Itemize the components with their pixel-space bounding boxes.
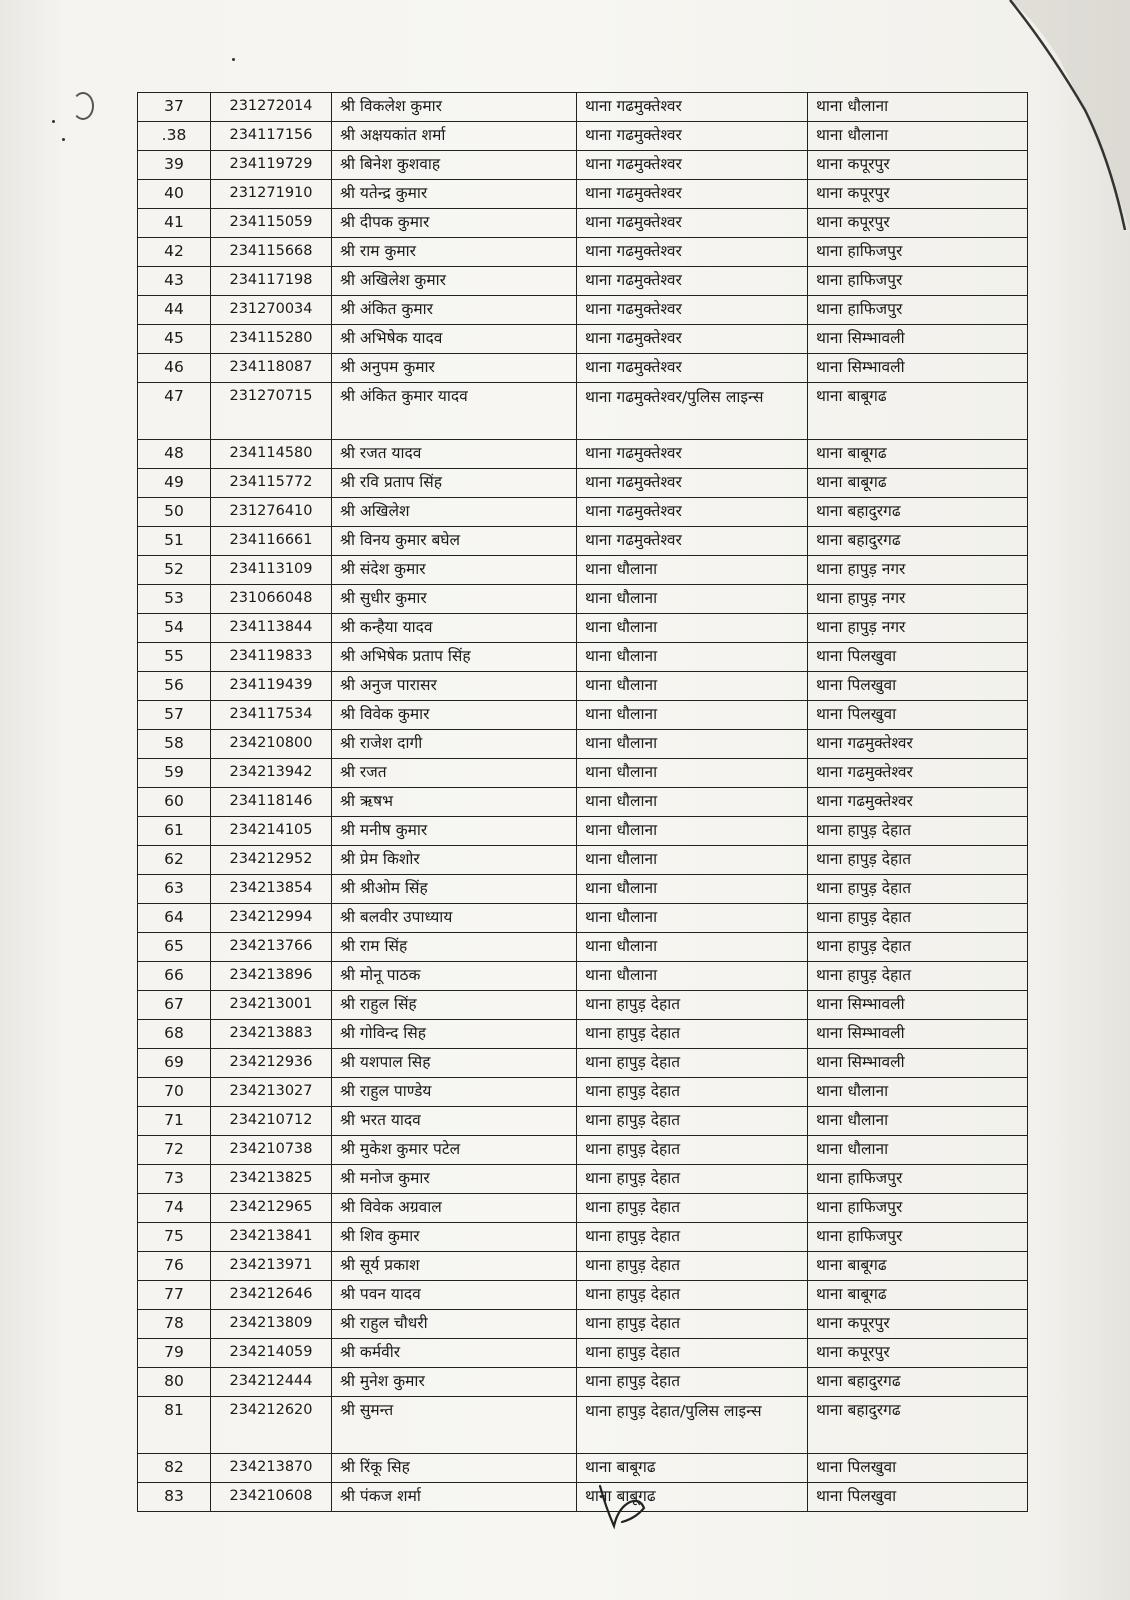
employee-name-cell: श्री अभिषेक यादव [332, 325, 577, 354]
serial-number-cell: 43 [138, 267, 211, 296]
table-row [138, 325, 1028, 354]
table-row [138, 1223, 1028, 1252]
new-posting-cell: थाना सिम्भावली [808, 325, 1028, 354]
current-posting-cell: थाना गढमुक्तेश्वर [577, 354, 808, 383]
serial-number-cell: 75 [138, 1223, 211, 1252]
table-row [138, 1078, 1028, 1107]
new-posting-cell: थाना गढमुक्तेश्वर [808, 730, 1028, 759]
pno-cell: 234210738 [211, 1136, 332, 1165]
new-posting-cell: थाना हापुड़ नगर [808, 614, 1028, 643]
table-row [138, 1397, 1028, 1454]
employee-name-cell: श्री राहुल पाण्डेय [332, 1078, 577, 1107]
current-posting-cell: थाना गढमुक्तेश्वर [577, 440, 808, 469]
employee-name-cell: श्री मुनेश कुमार [332, 1368, 577, 1397]
current-posting-cell: थाना हापुड़ देहात [577, 1107, 808, 1136]
pno-cell: 234212444 [211, 1368, 332, 1397]
pno-cell: 234117156 [211, 122, 332, 151]
employee-name-cell: श्री रवि प्रताप सिंह [332, 469, 577, 498]
new-posting-cell: थाना बहादुरगढ [808, 498, 1028, 527]
serial-number-cell: 82 [138, 1454, 211, 1483]
new-posting-cell: थाना कपूरपुर [808, 151, 1028, 180]
current-posting-cell: थाना हापुड़ देहात [577, 1194, 808, 1223]
current-posting-cell: थाना हापुड़ देहात [577, 1252, 808, 1281]
current-posting-cell: थाना गढमुक्तेश्वर [577, 469, 808, 498]
employee-name-cell: श्री ऋषभ [332, 788, 577, 817]
employee-name-cell: श्री मुकेश कुमार पटेल [332, 1136, 577, 1165]
table-row [138, 991, 1028, 1020]
pno-cell: 231270715 [211, 383, 332, 440]
table-row [138, 1136, 1028, 1165]
current-posting-cell: थाना धौलाना [577, 556, 808, 585]
speck [62, 138, 65, 141]
current-posting-cell: थाना हापुड़ देहात [577, 991, 808, 1020]
table-row [138, 701, 1028, 730]
table-row [138, 933, 1028, 962]
current-posting-cell: थाना धौलाना [577, 701, 808, 730]
pno-cell: 234119833 [211, 643, 332, 672]
current-posting-cell: थाना धौलाना [577, 846, 808, 875]
serial-number-cell: 58 [138, 730, 211, 759]
table-row [138, 1368, 1028, 1397]
new-posting-cell: थाना कपूरपुर [808, 180, 1028, 209]
employee-name-cell: श्री भरत यादव [332, 1107, 577, 1136]
current-posting-cell: थाना धौलाना [577, 875, 808, 904]
current-posting-cell: थाना गढमुक्तेश्वर [577, 151, 808, 180]
serial-number-cell: 50 [138, 498, 211, 527]
table-row [138, 1281, 1028, 1310]
pno-cell: 234213841 [211, 1223, 332, 1252]
table-row [138, 93, 1028, 122]
current-posting-cell: थाना हापुड़ देहात [577, 1339, 808, 1368]
pno-cell: 234210712 [211, 1107, 332, 1136]
pno-cell: 231066048 [211, 585, 332, 614]
new-posting-cell: थाना धौलाना [808, 1136, 1028, 1165]
new-posting-cell: थाना धौलाना [808, 93, 1028, 122]
employee-name-cell: श्री रिंकू सिह [332, 1454, 577, 1483]
new-posting-cell: थाना सिम्भावली [808, 1049, 1028, 1078]
serial-number-cell: 78 [138, 1310, 211, 1339]
current-posting-cell: थाना हापुड़ देहात [577, 1136, 808, 1165]
serial-number-cell: 79 [138, 1339, 211, 1368]
current-posting-cell: थाना गढमुक्तेश्वर [577, 238, 808, 267]
table-row [138, 1339, 1028, 1368]
table-row [138, 788, 1028, 817]
current-posting-cell: थाना हापुड़ देहात [577, 1078, 808, 1107]
table-row [138, 904, 1028, 933]
employee-name-cell: श्री अक्षयकांत शर्मा [332, 122, 577, 151]
new-posting-cell: थाना हापुड़ देहात [808, 846, 1028, 875]
serial-number-cell: 48 [138, 440, 211, 469]
serial-number-cell: 55 [138, 643, 211, 672]
current-posting-cell: थाना धौलाना [577, 614, 808, 643]
table-row [138, 1483, 1028, 1512]
table-row [138, 1107, 1028, 1136]
serial-number-cell: 39 [138, 151, 211, 180]
speck [232, 58, 235, 61]
new-posting-cell: थाना हाफिजपुर [808, 267, 1028, 296]
pno-cell: 234115280 [211, 325, 332, 354]
serial-number-cell: 72 [138, 1136, 211, 1165]
current-posting-cell: थाना गढमुक्तेश्वर [577, 209, 808, 238]
table-row [138, 1049, 1028, 1078]
table-row [138, 238, 1028, 267]
new-posting-cell: थाना पिलखुवा [808, 1483, 1028, 1512]
pno-cell: 234213825 [211, 1165, 332, 1194]
new-posting-cell: थाना बाबूगढ [808, 1252, 1028, 1281]
current-posting-cell: थाना गढमुक्तेश्वर [577, 122, 808, 151]
current-posting-cell: थाना हापुड़ देहात [577, 1281, 808, 1310]
table-row [138, 1310, 1028, 1339]
serial-number-cell: 41 [138, 209, 211, 238]
employee-name-cell: श्री अभिषेक प्रताप सिंह [332, 643, 577, 672]
employee-name-cell: श्री यतेन्द्र कुमार [332, 180, 577, 209]
new-posting-cell: थाना सिम्भावली [808, 1020, 1028, 1049]
pno-cell: 234213870 [211, 1454, 332, 1483]
current-posting-cell: थाना बाबूगढ [577, 1454, 808, 1483]
table-row [138, 1454, 1028, 1483]
table-row [138, 962, 1028, 991]
current-posting-cell: थाना हापुड़ देहात [577, 1368, 808, 1397]
pno-cell: 234212994 [211, 904, 332, 933]
current-posting-cell: थाना धौलाना [577, 585, 808, 614]
current-posting-cell: थाना गढमुक्तेश्वर/पुलिस लाइन्स [577, 383, 808, 440]
serial-number-cell: 51 [138, 527, 211, 556]
new-posting-cell: थाना बाबूगढ [808, 440, 1028, 469]
new-posting-cell: थाना पिलखुवा [808, 701, 1028, 730]
employee-name-cell: श्री विकलेश कुमार [332, 93, 577, 122]
current-posting-cell: थाना गढमुक्तेश्वर [577, 93, 808, 122]
serial-number-cell: 77 [138, 1281, 211, 1310]
table-row [138, 585, 1028, 614]
new-posting-cell: थाना बहादुरगढ [808, 527, 1028, 556]
serial-number-cell: 68 [138, 1020, 211, 1049]
table-row [138, 122, 1028, 151]
table-row [138, 1165, 1028, 1194]
new-posting-cell: थाना गढमुक्तेश्वर [808, 759, 1028, 788]
serial-number-cell: 42 [138, 238, 211, 267]
new-posting-cell: थाना पिलखुवा [808, 672, 1028, 701]
serial-number-cell: 65 [138, 933, 211, 962]
current-posting-cell: थाना गढमुक्तेश्वर [577, 267, 808, 296]
serial-number-cell: 74 [138, 1194, 211, 1223]
employee-name-cell: श्री शिव कुमार [332, 1223, 577, 1252]
handwritten-initial-mark [592, 1478, 652, 1534]
employee-name-cell: श्री राहुल सिंह [332, 991, 577, 1020]
new-posting-cell: थाना धौलाना [808, 1078, 1028, 1107]
employee-name-cell: श्री विवेक अग्रवाल [332, 1194, 577, 1223]
new-posting-cell: थाना कपूरपुर [808, 209, 1028, 238]
employee-name-cell: श्री राम सिंह [332, 933, 577, 962]
pno-cell: 234210608 [211, 1483, 332, 1512]
table-row [138, 267, 1028, 296]
employee-name-cell: श्री राम कुमार [332, 238, 577, 267]
employee-name-cell: श्री संदेश कुमार [332, 556, 577, 585]
new-posting-cell: थाना हाफिजपुर [808, 1194, 1028, 1223]
pno-cell: 234115668 [211, 238, 332, 267]
table-row [138, 643, 1028, 672]
employee-name-cell: श्री कन्हैया यादव [332, 614, 577, 643]
table-row [138, 556, 1028, 585]
current-posting-cell: थाना धौलाना [577, 730, 808, 759]
new-posting-cell: थाना धौलाना [808, 122, 1028, 151]
new-posting-cell: थाना सिम्भावली [808, 354, 1028, 383]
pno-cell: 234117198 [211, 267, 332, 296]
new-posting-cell: थाना कपूरपुर [808, 1310, 1028, 1339]
serial-number-cell: 69 [138, 1049, 211, 1078]
employee-name-cell: श्री पंकज शर्मा [332, 1483, 577, 1512]
employee-name-cell: श्री सुमन्त [332, 1397, 577, 1454]
pno-cell: 234212936 [211, 1049, 332, 1078]
employee-name-cell: श्री अखिलेश [332, 498, 577, 527]
serial-number-cell: 76 [138, 1252, 211, 1281]
serial-number-cell: 71 [138, 1107, 211, 1136]
serial-number-cell: 60 [138, 788, 211, 817]
pno-cell: 231271910 [211, 180, 332, 209]
table-row [138, 1194, 1028, 1223]
employee-name-cell: श्री रजत यादव [332, 440, 577, 469]
table-row [138, 180, 1028, 209]
pno-cell: 234210800 [211, 730, 332, 759]
pno-cell: 234213942 [211, 759, 332, 788]
new-posting-cell: थाना कपूरपुर [808, 1339, 1028, 1368]
new-posting-cell: थाना सिम्भावली [808, 991, 1028, 1020]
pno-cell: 234115059 [211, 209, 332, 238]
serial-number-cell: 80 [138, 1368, 211, 1397]
serial-number-cell: 52 [138, 556, 211, 585]
table-row [138, 151, 1028, 180]
pno-cell: 234213001 [211, 991, 332, 1020]
pno-cell: 231270034 [211, 296, 332, 325]
pno-cell: 234117534 [211, 701, 332, 730]
speck [52, 120, 55, 123]
new-posting-cell: थाना हापुड़ नगर [808, 556, 1028, 585]
employee-name-cell: श्री श्रीओम सिंह [332, 875, 577, 904]
pno-cell: 234212965 [211, 1194, 332, 1223]
serial-number-cell: 40 [138, 180, 211, 209]
employee-name-cell: श्री विनय कुमार बघेल [332, 527, 577, 556]
current-posting-cell: थाना धौलाना [577, 962, 808, 991]
employee-name-cell: श्री राजेश दागी [332, 730, 577, 759]
table-row [138, 498, 1028, 527]
serial-number-cell: 70 [138, 1078, 211, 1107]
current-posting-cell: थाना गढमुक्तेश्वर [577, 180, 808, 209]
current-posting-cell: थाना धौलाना [577, 817, 808, 846]
new-posting-cell: थाना बाबूगढ [808, 1281, 1028, 1310]
pno-cell: 234213766 [211, 933, 332, 962]
new-posting-cell: थाना हापुड़ देहात [808, 875, 1028, 904]
current-posting-cell: थाना बाबूगढ [577, 1483, 808, 1512]
serial-number-cell: 63 [138, 875, 211, 904]
table-row [138, 672, 1028, 701]
pno-cell: 234119439 [211, 672, 332, 701]
table-row [138, 527, 1028, 556]
pno-cell: 231276410 [211, 498, 332, 527]
employee-name-cell: श्री मोनू पाठक [332, 962, 577, 991]
employee-name-cell: श्री अनुपम कुमार [332, 354, 577, 383]
current-posting-cell: थाना धौलाना [577, 904, 808, 933]
employee-name-cell: श्री पवन यादव [332, 1281, 577, 1310]
serial-number-cell: 64 [138, 904, 211, 933]
table-row [138, 614, 1028, 643]
new-posting-cell: थाना गढमुक्तेश्वर [808, 788, 1028, 817]
employee-name-cell: श्री अनुज पारासर [332, 672, 577, 701]
current-posting-cell: थाना हापुड़ देहात [577, 1165, 808, 1194]
employee-name-cell: श्री रजत [332, 759, 577, 788]
employee-name-cell: श्री सुधीर कुमार [332, 585, 577, 614]
employee-name-cell: श्री यशपाल सिह [332, 1049, 577, 1078]
current-posting-cell: थाना गढमुक्तेश्वर [577, 498, 808, 527]
serial-number-cell: 59 [138, 759, 211, 788]
pno-cell: 234116661 [211, 527, 332, 556]
employee-name-cell: श्री कर्मवीर [332, 1339, 577, 1368]
serial-number-cell: 57 [138, 701, 211, 730]
new-posting-cell: थाना हाफिजपुर [808, 296, 1028, 325]
serial-number-cell: 56 [138, 672, 211, 701]
pno-cell: 234118146 [211, 788, 332, 817]
table-row [138, 730, 1028, 759]
serial-number-cell: 53 [138, 585, 211, 614]
table-row [138, 440, 1028, 469]
serial-number-cell: 61 [138, 817, 211, 846]
employee-name-cell: श्री अखिलेश कुमार [332, 267, 577, 296]
pno-cell: 234213896 [211, 962, 332, 991]
serial-number-cell: 83 [138, 1483, 211, 1512]
serial-number-cell: 67 [138, 991, 211, 1020]
table-body [138, 93, 1028, 1512]
new-posting-cell: थाना बाबूगढ [808, 383, 1028, 440]
serial-number-cell: 66 [138, 962, 211, 991]
serial-number-cell: 81 [138, 1397, 211, 1454]
table-row [138, 846, 1028, 875]
current-posting-cell: थाना हापुड़ देहात [577, 1049, 808, 1078]
current-posting-cell: थाना गढमुक्तेश्वर [577, 527, 808, 556]
new-posting-cell: थाना पिलखुवा [808, 1454, 1028, 1483]
employee-name-cell: श्री बिनेश कुशवाह [332, 151, 577, 180]
pno-cell: 234213971 [211, 1252, 332, 1281]
transfer-list-table [137, 92, 1022, 1512]
serial-number-cell: 37 [138, 93, 211, 122]
table-row [138, 296, 1028, 325]
employee-name-cell: श्री मनोज कुमार [332, 1165, 577, 1194]
table-row [138, 469, 1028, 498]
table-row [138, 354, 1028, 383]
serial-number-cell: 45 [138, 325, 211, 354]
serial-number-cell: 62 [138, 846, 211, 875]
current-posting-cell: थाना गढमुक्तेश्वर [577, 296, 808, 325]
serial-number-cell: 46 [138, 354, 211, 383]
new-posting-cell: थाना बहादुरगढ [808, 1397, 1028, 1454]
current-posting-cell: थाना धौलाना [577, 643, 808, 672]
serial-number-cell: 47 [138, 383, 211, 440]
serial-number-cell: 49 [138, 469, 211, 498]
serial-number-cell: 54 [138, 614, 211, 643]
employee-name-cell: श्री गोविन्द सिह [332, 1020, 577, 1049]
new-posting-cell: थाना हाफिजपुर [808, 238, 1028, 267]
pno-cell: 234212646 [211, 1281, 332, 1310]
current-posting-cell: थाना हापुड़ देहात [577, 1310, 808, 1339]
pno-cell: 234214059 [211, 1339, 332, 1368]
pno-cell: 234213809 [211, 1310, 332, 1339]
serial-number-cell: .38 [138, 122, 211, 151]
pno-cell: 234213027 [211, 1078, 332, 1107]
pno-cell: 234115772 [211, 469, 332, 498]
employee-name-cell: श्री प्रेम किशोर [332, 846, 577, 875]
new-posting-cell: थाना हापुड़ देहात [808, 962, 1028, 991]
table-row [138, 875, 1028, 904]
employee-name-cell: श्री अंकित कुमार [332, 296, 577, 325]
pno-cell: 234114580 [211, 440, 332, 469]
new-posting-cell: थाना हाफिजपुर [808, 1165, 1028, 1194]
pno-cell: 234113844 [211, 614, 332, 643]
current-posting-cell: थाना धौलाना [577, 788, 808, 817]
new-posting-cell: थाना हापुड़ देहात [808, 933, 1028, 962]
employee-name-cell: श्री बलवीर उपाध्याय [332, 904, 577, 933]
new-posting-cell: थाना हाफिजपुर [808, 1223, 1028, 1252]
pno-cell: 234113109 [211, 556, 332, 585]
pno-cell: 234213854 [211, 875, 332, 904]
employee-name-cell: श्री राहुल चौधरी [332, 1310, 577, 1339]
serial-number-cell: 73 [138, 1165, 211, 1194]
current-posting-cell: थाना हापुड़ देहात/पुलिस लाइन्स [577, 1397, 808, 1454]
employee-name-cell: श्री अंकित कुमार यादव [332, 383, 577, 440]
current-posting-cell: थाना धौलाना [577, 759, 808, 788]
new-posting-cell: थाना पिलखुवा [808, 643, 1028, 672]
table-row [138, 817, 1028, 846]
new-posting-cell: थाना धौलाना [808, 1107, 1028, 1136]
employee-name-cell: श्री मनीष कुमार [332, 817, 577, 846]
pno-cell: 234119729 [211, 151, 332, 180]
employee-name-cell: श्री दीपक कुमार [332, 209, 577, 238]
employee-name-cell: श्री सूर्य प्रकाश [332, 1252, 577, 1281]
pno-cell: 234212620 [211, 1397, 332, 1454]
new-posting-cell: थाना बहादुरगढ [808, 1368, 1028, 1397]
pno-cell: 234212952 [211, 846, 332, 875]
serial-number-cell: 44 [138, 296, 211, 325]
current-posting-cell: थाना धौलाना [577, 672, 808, 701]
pno-cell: 234213883 [211, 1020, 332, 1049]
table-row [138, 759, 1028, 788]
pno-cell: 234214105 [211, 817, 332, 846]
table-row [138, 1020, 1028, 1049]
new-posting-cell: थाना हापुड़ देहात [808, 817, 1028, 846]
table-row [138, 1252, 1028, 1281]
new-posting-cell: थाना बाबूगढ [808, 469, 1028, 498]
current-posting-cell: थाना गढमुक्तेश्वर [577, 325, 808, 354]
new-posting-cell: थाना हापुड़ देहात [808, 904, 1028, 933]
employee-name-cell: श्री विवेक कुमार [332, 701, 577, 730]
table-row [138, 383, 1028, 440]
current-posting-cell: थाना धौलाना [577, 933, 808, 962]
pno-cell: 231272014 [211, 93, 332, 122]
current-posting-cell: थाना हापुड़ देहात [577, 1020, 808, 1049]
new-posting-cell: थाना हापुड़ नगर [808, 585, 1028, 614]
table-row [138, 209, 1028, 238]
punch-hole-mark [72, 92, 94, 120]
pno-cell: 234118087 [211, 354, 332, 383]
current-posting-cell: थाना हापुड़ देहात [577, 1223, 808, 1252]
